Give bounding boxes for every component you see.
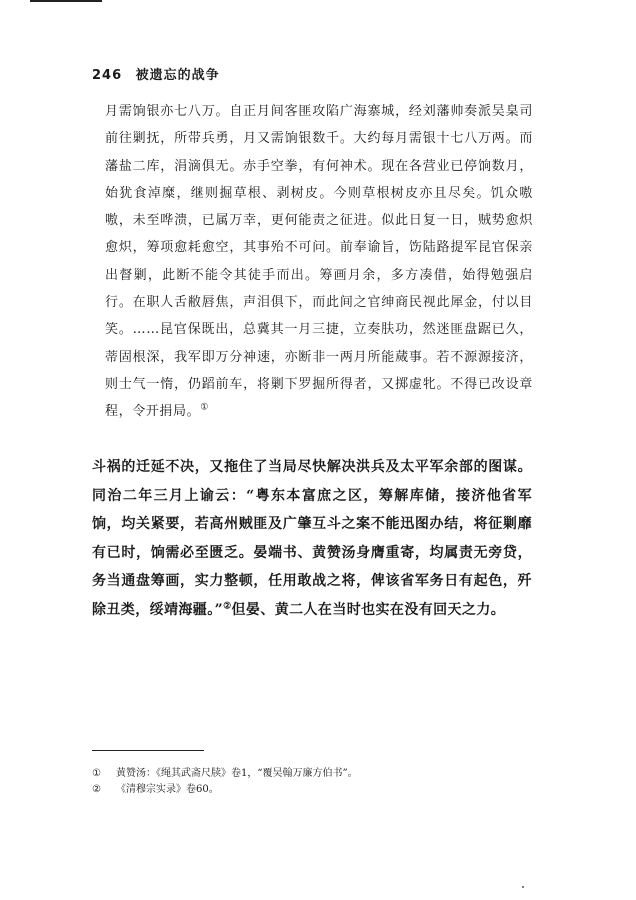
body-text-tail: 但晏、黄二人在当时也实在没有回天之力。 bbox=[231, 601, 506, 618]
quote-text: 月需饷银亦七八万。自正月间客匪攻陷广海寨城，经刘藩帅奏派吴臬司前往剿抚，所带兵勇，月又需饷银数千。大约每月需银十七八万两。而藩盐二库，涓滴俱无。赤手空拳，有何神术。现在各营业已停饷数月，始犹食淖糜，继则掘草根、剥树皮。今则草根树皮亦且尽矣。饥众嗷嗷，未至哗溃，已属万幸，更何能责之征进。似此日复一日，贼势愈炽愈炽，筹项愈耗愈空，其事殆不可问。前奉谕旨，饬陆路提军昆官保亲出督剿，此断不能令其徒手而出。筹画月余，多方凑借，始得勉强启行。在职人舌敝唇焦，声泪俱下，而此间之官绅商民视此犀金，付以目笑。……昆官保既出，总冀其一月三捷，立奏肤功，然迷匪盘踞已久，蒂固根深，我军即万分神速，亦断非一两月所能蒇事。若不源源接济，则士气一惰，仍蹈前车，将剿下罗掘所得者，又掷虚牝。不得已改设章程，令开捐局。 bbox=[105, 104, 533, 420]
footnote-text: 黄赞汤：《绳其武斋尺牍》卷1，“覆吴翰万廉方伯书”。 bbox=[116, 768, 358, 779]
body-paragraph bbox=[92, 453, 532, 624]
page-header bbox=[92, 64, 220, 83]
block-quote bbox=[105, 98, 533, 426]
scan-speck bbox=[522, 886, 524, 888]
footnote-ref-1: ① bbox=[200, 402, 209, 413]
body-text: 斗祸的迁延不决，又拖住了当局尽快解决洪兵及太平军余部的图谋。同治二年三月上谕云：“粤东本富庶之区，筹解库储，接济他省军饷，均关紧要，若高州贼匪及广肇互斗之案不能迅图办结，将征剿靡有已时，饷需必至匮乏。晏端书、黄赞汤身膺重寄，均属责无旁贷，务当通盘筹画，实力整顿，任用敢战之将，俾该省军务日有起色，歼除丑类，绥靖海疆。” bbox=[92, 459, 532, 618]
footnote-text: 《清穆宗实录》卷60。 bbox=[116, 784, 219, 795]
footnote-mark: ① bbox=[92, 768, 101, 779]
top-border-rule bbox=[30, 0, 102, 2]
running-title: 被遗忘的战争 bbox=[135, 68, 220, 83]
footnote-ref-2: ② bbox=[223, 600, 232, 611]
footnote-separator bbox=[92, 750, 204, 751]
footnotes bbox=[92, 766, 532, 798]
quote-paragraph bbox=[105, 98, 533, 426]
main-paragraph bbox=[92, 453, 532, 624]
footnote-mark: ② bbox=[92, 784, 101, 795]
page-number: 246 bbox=[92, 68, 123, 83]
footnote-item bbox=[92, 766, 532, 782]
footnote-item bbox=[92, 782, 532, 798]
